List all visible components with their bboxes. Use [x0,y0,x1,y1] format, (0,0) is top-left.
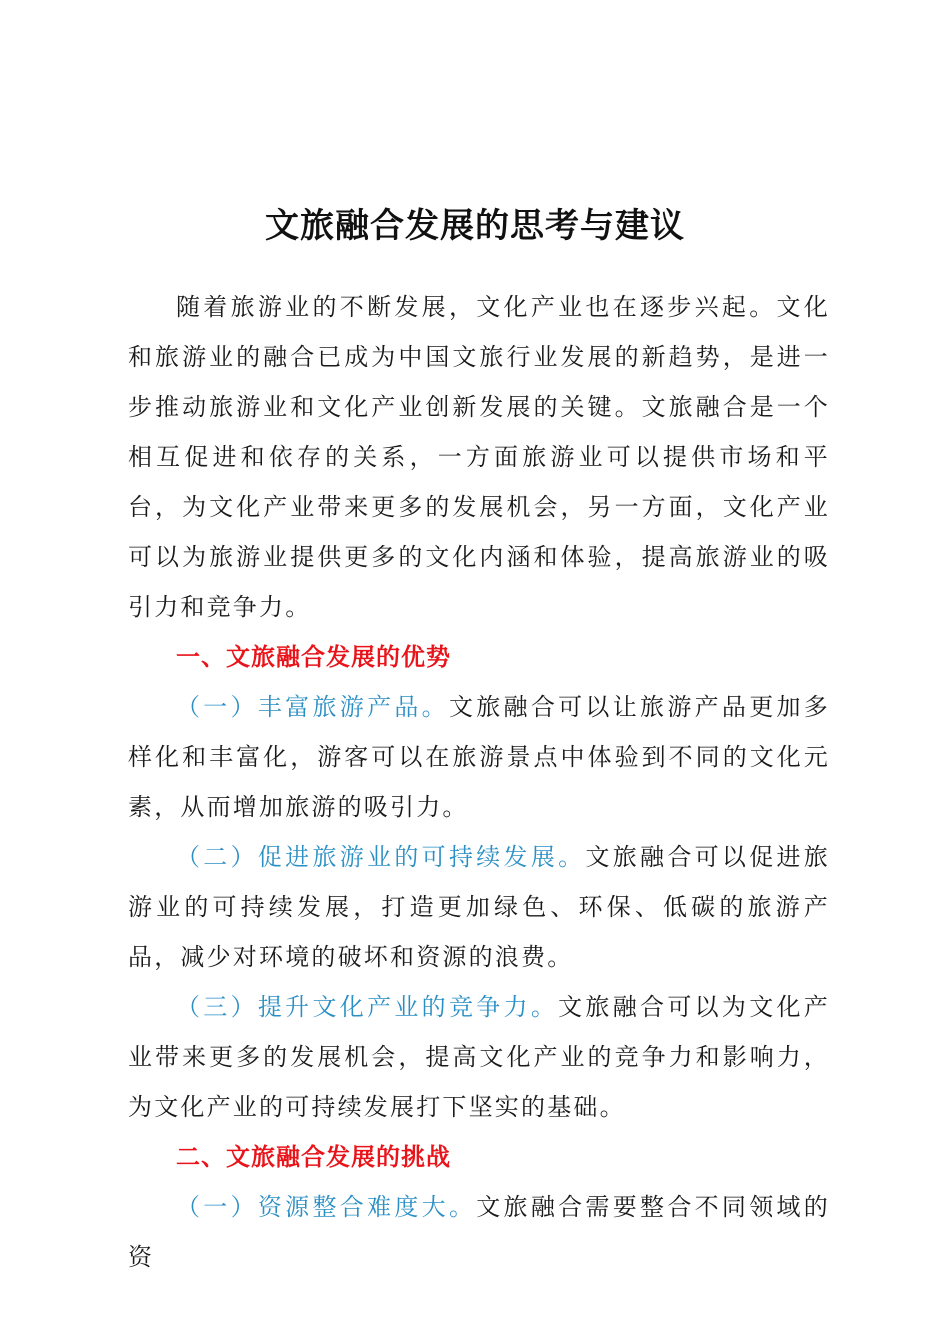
section-heading-2: 二、文旅融合发展的挑战 [176,1143,451,1171]
document-body [128,282,830,1282]
subheading-label: （三）提升文化产业的竞争力。 [176,993,559,1021]
section-heading-1: 一、文旅融合发展的优势 [176,643,451,671]
paragraph-1-2 [128,832,830,982]
subheading-label: （二）促进旅游业的可持续发展。 [176,843,586,871]
paragraph-text: 文旅融合可以让旅游产品更加多样化和丰富化，游客可以在旅游景点中体验到不同的文化元素，从而增加旅游的吸引力。 [128,693,830,821]
subheading-label: （一）丰富旅游产品。 [176,693,449,721]
paragraph-text: 文旅融合可以促进旅游业的可持续发展，打造更加绿色、环保、低碳的旅游产品，减少对环境的破坏和资源的浪费。 [128,843,830,971]
paragraph-text: 文旅融合可以为文化产业带来更多的发展机会，提高文化产业的竞争力和影响力，为文化产业的可持续发展打下坚实的基础。 [128,993,830,1121]
intro-paragraph: 随着旅游业的不断发展，文化产业也在逐步兴起。文化和旅游业的融合已成为中国文旅行业发展的新趋势，是进一步推动旅游业和文化产业创新发展的关键。文旅融合是一个相互促进和依存的关系，一方面旅游业可以提供市场和平台，为文化产业带来更多的发展机会，另一方面，文化产业可以为旅游业提供更多的文化内涵和体验，提高旅游业的吸引力和竞争力。 [128,293,830,621]
paragraph-text: 文旅融合需要整合不同领域的资 [128,1193,830,1271]
paragraph-1-3 [128,982,830,1132]
paragraph-2-1 [128,1182,830,1282]
paragraph-1-1 [128,682,830,832]
document-title: 文旅融合发展的思考与建议 [265,206,685,246]
subheading-label: （一）资源整合难度大。 [176,1193,477,1221]
